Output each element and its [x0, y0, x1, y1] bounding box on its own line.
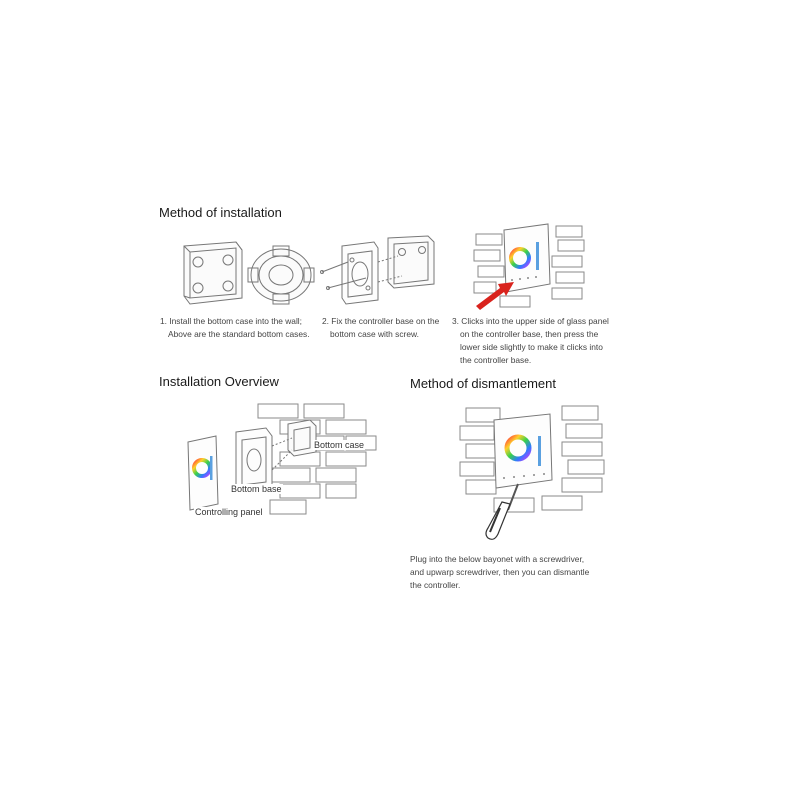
step-3-caption: 3. Clicks into the upper side of glass panel on the controller base, then press the lower side slightly to make it clicks into the controller base. [452, 316, 609, 365]
installation-title: Method of installation [159, 205, 282, 220]
step-1-caption: 1. Install the bottom case into the wall; Above are the standard bottom cases. [160, 316, 310, 339]
installation-overview-illustration [180, 402, 380, 522]
controller-base-screw-illustration [318, 232, 443, 312]
bottom-case-label: Bottom case [314, 440, 365, 450]
dismantlement-title: Method of dismantlement [410, 376, 556, 391]
panel-clickin-illustration [472, 222, 588, 310]
step-2-caption: 2. Fix the controller base on the bottom case with screw. [322, 316, 440, 339]
overview-title: Installation Overview [159, 374, 279, 389]
dismantlement-caption: Plug into the below bayonet with a screwdriver, and upwarp screwdriver, then you can dismantle the controller. [410, 554, 590, 590]
dismantlement-illustration [458, 404, 608, 544]
controlling-panel-label: Controlling panel [195, 507, 263, 517]
bottom-base-label: Bottom base [231, 484, 282, 494]
bottom-cases-illustration [178, 238, 318, 308]
